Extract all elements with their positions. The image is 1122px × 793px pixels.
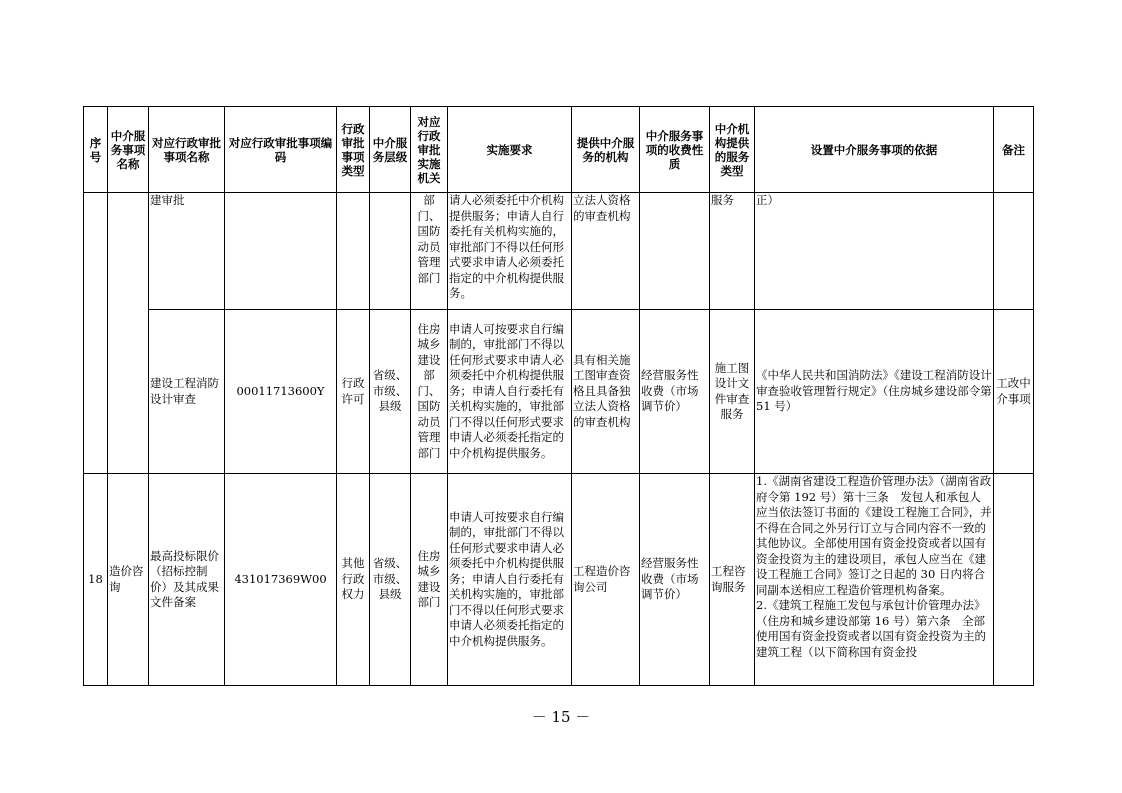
cell-service-level: 省级、市级、县级	[370, 474, 411, 686]
page-number: － 15 －	[531, 708, 591, 726]
cell-approval-org: 住房城乡建设部门、国防动员管理部门	[411, 310, 448, 474]
header-fee: 中介服务事项的收费性质	[640, 107, 710, 193]
cell-provider-type: 服务	[710, 193, 755, 310]
service-items-table	[83, 106, 1034, 686]
cell-approval-org: 住房城乡建设部门	[411, 474, 448, 686]
cell-approval-code: 00011713600Y	[225, 310, 337, 474]
cell-approval-name: 最高投标限价（招标控制价）及其成果文件备案	[149, 474, 225, 686]
cell-requirement: 申请人可按要求自行编制的，审批部门不得以任何形式要求申请人必须委托中介机构提供服务；申请人自行委托有关机构实施的，审批部门不得以任何形式要求申请人必须委托指定的中介机构提供服务。	[448, 310, 572, 474]
cell-requirement: 申请人可按要求自行编制的，审批部门不得以任何形式要求申请人必须委托中介机构提供服务；申请人自行委托有关机构实施的，审批部门不得以任何形式要求申请人必须委托指定的中介机构提供服务。	[448, 474, 572, 686]
cell-service-name: 造价咨询	[108, 474, 149, 686]
cell-fee: 经营服务性收费（市场调节价）	[640, 474, 710, 686]
cell-seq	[84, 193, 108, 474]
cell-approval-name: 建审批	[149, 193, 225, 310]
cell-service-level: 省级、市级、县级	[370, 310, 411, 474]
cell-approval-code: 431017369W00	[225, 474, 337, 686]
cell-approval-code	[225, 193, 337, 310]
cell-fee	[640, 193, 710, 310]
header-approval-name: 对应行政审批事项名称	[149, 107, 225, 193]
table-header-row	[84, 107, 1034, 193]
cell-approval-org: 部门、国防动员管理部门	[411, 193, 448, 310]
header-approval-type: 行政审批事项类型	[337, 107, 370, 193]
header-basis: 设置中介服务事项的依据	[755, 107, 994, 193]
cell-provider: 工程造价咨询公司	[572, 474, 640, 686]
cell-provider-type: 工程咨询服务	[710, 474, 755, 686]
cell-approval-type: 其他行政权力	[337, 474, 370, 686]
table-row	[84, 474, 1034, 686]
cell-remark	[994, 193, 1034, 310]
cell-service-name	[108, 193, 149, 474]
header-service-name: 中介服务事项名称	[108, 107, 149, 193]
cell-provider: 立法人资格的审查机构	[572, 193, 640, 310]
table-row	[84, 310, 1034, 474]
cell-provider-type: 施工图设计文件审查服务	[710, 310, 755, 474]
header-requirement: 实施要求	[448, 107, 572, 193]
header-provider: 提供中介服务的机构	[572, 107, 640, 193]
basis-item: 1.《湖南省建设工程造价管理办法》（湖南省政府令第 192 号）第十三条 发包人和承包人应当依法签订书面的《建设工程施工合同》，并不得在合同之外另行订立与合同内容不一致的其他协议。全部使用国有资金投资或者以国有资金投资为主的建设项目，承包人应当在《建设工程施工合同》签订之日起的 30 日内将合同副本送相应工程造价管理机构备案。	[756, 474, 992, 597]
cell-basis: 正）	[755, 193, 994, 310]
header-approval-org: 对应行政审批实施机关	[411, 107, 448, 193]
cell-service-level	[370, 193, 411, 310]
cell-approval-name: 建设工程消防设计审查	[149, 310, 225, 474]
header-provider-type: 中介机构提供的服务类型	[710, 107, 755, 193]
cell-seq: 18	[84, 474, 108, 686]
cell-basis	[755, 474, 994, 686]
header-service-level: 中介服务层级	[370, 107, 411, 193]
header-approval-code: 对应行政审批事项编码	[225, 107, 337, 193]
cell-fee: 经营服务性收费（市场调节价）	[640, 310, 710, 474]
table-row	[84, 193, 1034, 310]
cell-approval-type: 行政许可	[337, 310, 370, 474]
cell-provider: 具有相关施工图审查资格且具备独立法人资格的审查机构	[572, 310, 640, 474]
header-seq: 序号	[84, 107, 108, 193]
cell-remark	[994, 474, 1034, 686]
cell-approval-type	[337, 193, 370, 310]
cell-basis: 《中华人民共和国消防法》《建设工程消防设计审查验收管理暂行规定》（住房城乡建设部令第 51 号）	[755, 310, 994, 474]
cell-remark: 工改中介事项	[994, 310, 1034, 474]
cell-requirement: 请人必须委托中介机构提供服务；申请人自行委托有关机构实施的，审批部门不得以任何形式要求申请人必须委托指定的中介机构提供服务。	[448, 193, 572, 310]
header-remark: 备注	[994, 107, 1034, 193]
basis-item: 2.《建筑工程施工发包与承包计价管理办法》（住房和城乡建设部第 16 号）第六条 全部使用国有资金投资或者以国有资金投资为主的建筑工程（以下简称国有资金投	[756, 598, 986, 659]
